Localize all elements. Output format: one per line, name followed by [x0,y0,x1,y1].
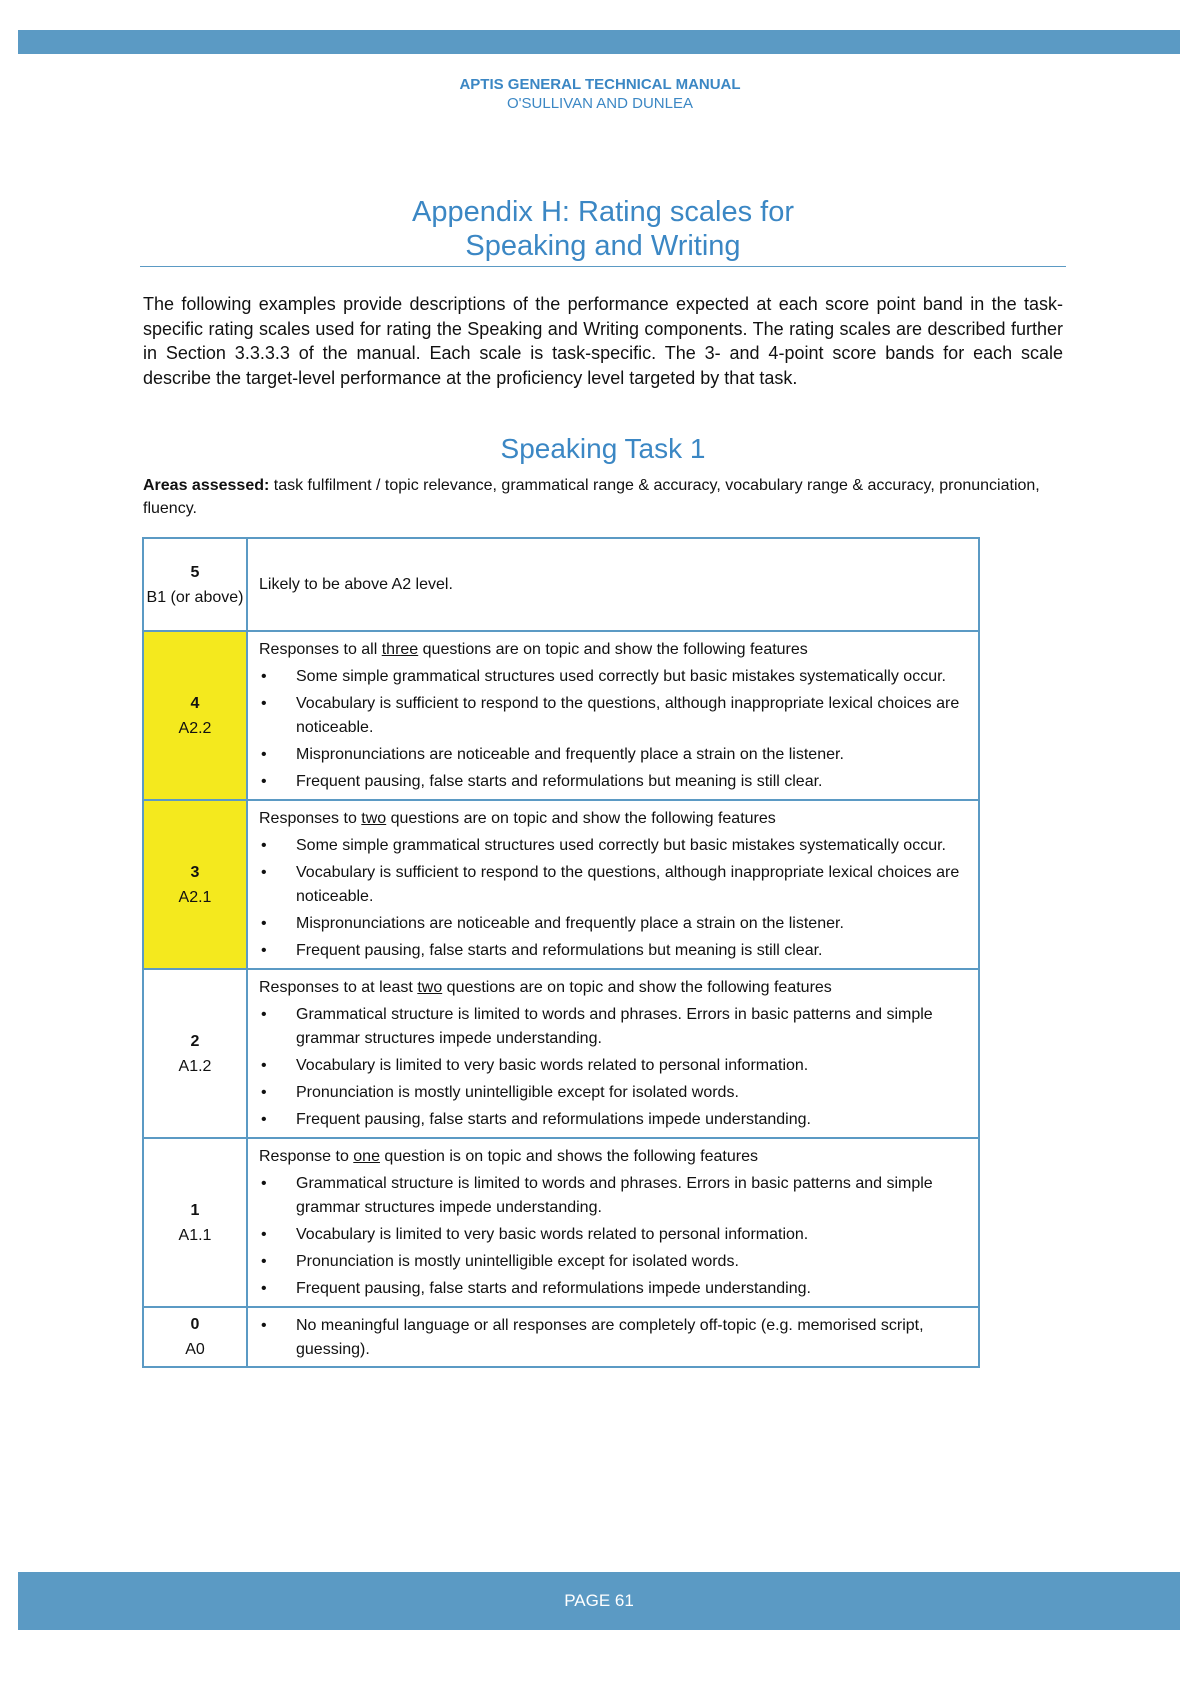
descriptor-lead [259,806,964,831]
band-score: 0 [190,1316,200,1333]
descriptor-cell [247,538,979,631]
manual-title: APTIS GENERAL TECHNICAL MANUAL [459,76,741,93]
band-cell-highlighted [143,631,247,800]
band-score: 4 [190,694,200,712]
bullet-item: • Vocabulary is limited to very basic words related to personal information. [259,1223,964,1247]
lead-text: Response to [259,1148,354,1165]
band-score: 3 [190,863,200,881]
descriptor-bullets [259,1172,964,1301]
band-level: A1.1 [178,1226,212,1244]
table-row [143,538,979,631]
bullet-item: • Pronunciation is mostly unintelligible except for isolated words. [259,1081,964,1105]
bullet-item: • Vocabulary is limited to very basic words related to personal information. [259,1054,964,1078]
appendix-title [140,195,1066,263]
lead-text: Responses to at least [259,979,418,996]
lead-emphasis: one [353,1148,380,1165]
descriptor-lead [259,1144,964,1169]
descriptor-text: Likely to be above A2 level. [259,576,453,593]
band-level: A0 [185,1341,205,1358]
descriptor-bullets [259,1314,964,1362]
band-score: 5 [190,563,200,581]
bullet-item: • Mispronunciations are noticeable and frequently place a strain on the listener. [259,743,964,767]
intro-paragraph: The following examples provide descriptions of the performance expected at each score point band in the task-specific rating scales used for rating the Speaking and Writing components. The rating scales are described further in Section 3.3.3.3 of the manual. Each scale is task-specific. The 3- and 4-point score bands for each scale describe the target-level performance at the proficiency level targeted by that task. [143,294,1063,388]
bullet-item: • Vocabulary is sufficient to respond to the questions, although inappropriate lexical choices are noticeable. [259,861,964,909]
table-row [143,1307,979,1367]
bullet-item: • Vocabulary is sufficient to respond to the questions, although inappropriate lexical choices are noticeable. [259,692,964,740]
lead-emphasis: three [381,641,419,658]
areas-assessed-text: task fulfilment / topic relevance, grammatical range & accuracy, vocabulary range & accuracy, pronunciation, fluency. [143,477,1040,517]
bullet-item: • Mispronunciations are noticeable and frequently place a strain on the listener. [259,912,964,936]
descriptor-cell [247,1138,979,1307]
band-score: 1 [190,1201,200,1219]
table-row [143,1138,979,1307]
bullet-item: • Some simple grammatical structures used correctly but basic mistakes systematically occur. [259,834,964,858]
lead-text: Responses to [259,810,362,827]
running-header [0,75,1200,113]
appendix-title-line-2: Speaking and Writing [465,230,741,262]
bullet-item: • Some simple grammatical structures used correctly but basic mistakes systematically occur. [259,665,964,689]
table-row [143,631,979,800]
bullet-item: • Frequent pausing, false starts and reformulations but meaning is still clear. [259,939,964,963]
bullet-item: • Frequent pausing, false starts and reformulations but meaning is still clear. [259,770,964,794]
descriptor-cell [247,969,979,1138]
rating-scale-table [142,537,980,1368]
areas-assessed-label: Areas assessed: [143,477,270,494]
band-cell [143,538,247,631]
band-level: A2.1 [178,888,212,906]
descriptor-cell [247,800,979,969]
table-row [143,969,979,1138]
descriptor-cell [247,631,979,800]
band-cell [143,1307,247,1367]
title-rule [140,266,1066,267]
lead-emphasis: two [361,810,387,827]
descriptor-bullets [259,1003,964,1132]
descriptor-cell [247,1307,979,1367]
descriptor-lead [259,975,964,1000]
lead-text: questions are on topic and show the following features [386,810,776,827]
band-score: 2 [190,1032,200,1050]
lead-text: Responses to all [259,641,382,658]
bullet-item: • No meaningful language or all responses are completely off-topic (e.g. memorised script, guessing). [259,1314,964,1362]
authors: O'SULLIVAN AND DUNLEA [507,95,693,112]
table-row [143,800,979,969]
bullet-item: • Grammatical structure is limited to words and phrases. Errors in basic patterns and simple grammar structures impede understanding. [259,1172,964,1220]
band-cell [143,969,247,1138]
band-level: A1.2 [178,1057,212,1075]
descriptor-lead [259,637,964,662]
band-level: A2.2 [178,719,212,737]
section-title: Speaking Task 1 [500,433,706,464]
areas-assessed [143,474,1043,520]
page-number: PAGE 61 [564,1591,634,1610]
descriptor-bullets [259,834,964,963]
appendix-title-line-1: Appendix H: Rating scales for [411,196,795,228]
bullet-item: • Pronunciation is mostly unintelligible except for isolated words. [259,1250,964,1274]
footer-bar [18,1572,1180,1630]
lead-text: questions are on topic and show the following features [442,979,832,996]
bullet-item: • Grammatical structure is limited to words and phrases. Errors in basic patterns and simple grammar structures impede understanding. [259,1003,964,1051]
band-cell [143,1138,247,1307]
band-cell-highlighted [143,800,247,969]
top-bar [18,30,1180,54]
lead-text: question is on topic and shows the following features [379,1148,758,1165]
lead-text: questions are on topic and show the following features [418,641,808,658]
lead-emphasis: two [417,979,443,996]
bullet-item: • Frequent pausing, false starts and reformulations impede understanding. [259,1108,964,1132]
band-level: B1 (or above) [146,588,244,606]
descriptor-bullets [259,665,964,794]
bullet-item: • Frequent pausing, false starts and reformulations impede understanding. [259,1277,964,1301]
